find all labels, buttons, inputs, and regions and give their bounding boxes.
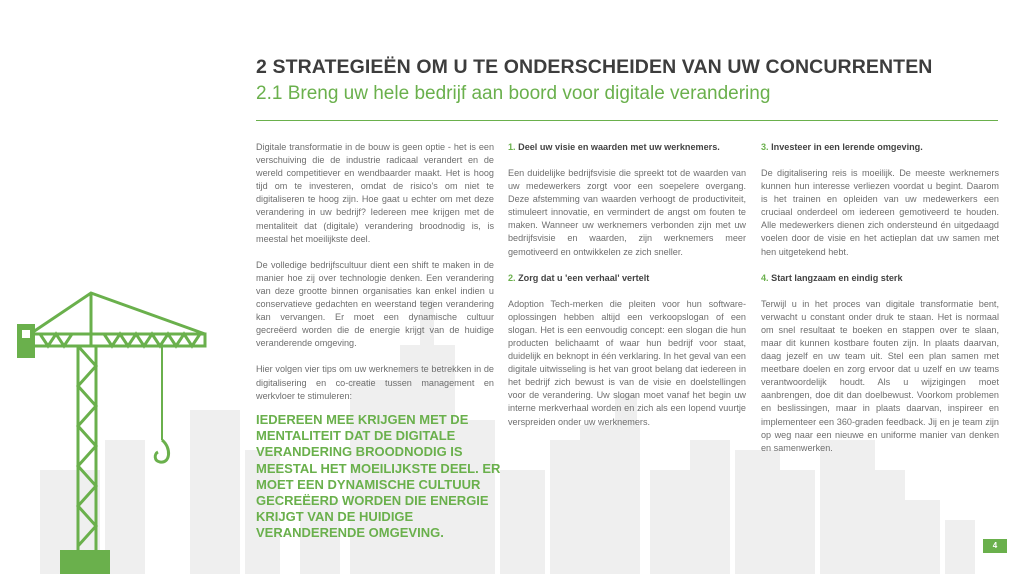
intro-paragraph-1: Digitale transformatie in de bouw is geen optie - het is een verschuiving die de industrie radicaal verandert en de wereld competitiever en wendbaarder maakt. Het is hoog tijd om te investeren, omdat de risico's om niet te digitaliseren te hoog zijn. Hoe gaat u echter om met deze verandering in uw bedrijf? Iedereen mee krijgen met de mentaliteit dat (digitale) verandering broodnodig is, is meestal het moeilijkste deel. bbox=[256, 142, 494, 244]
section-subtitle: 2.1 Breng uw hele bedrijf aan boord voor digitale verandering bbox=[256, 83, 771, 104]
tip-1-body: Een duidelijke bedrijfsvisie die spreekt tot de waarden van uw medewerkers zorgt voor een soepelere overgang. Deze afstemming van waarden verhoogt de productiviteit, stimuleert innovatie, en vermindert de angst om fouten te maken. Wanneer uw werknemers verbonden zijn met uw bedrijfsvisie en waarden, zijn werknemers meer gemotiveerd en ontwikkelen ze zich sneller. bbox=[508, 168, 746, 257]
tip-3-title: Investeer in een lerende omgeving. bbox=[771, 142, 923, 152]
intro-column bbox=[256, 141, 494, 416]
tip-4-title: Start langzaam en eindig sterk bbox=[771, 272, 903, 283]
tips-column-left bbox=[508, 141, 746, 442]
tip-4-body: Terwijl u in het proces van digitale transformatie bent, verwacht u constant onder druk te staan. Het is normaal om snel resultaat te boeken en stappen over te slaan, maar dit kunnen kostbare fouten zijn. In plaats daarvan, daag jezelf en uw team uit. Stel een plan samen met meetbare doelen en zorg ervoor dat u uzelf en uw teams verantwoordelijk houdt. Als u wijzigingen moet aanbrengen, doe dit dan doelbewust. Voorkom problemen en beslissingen, maar in plaats daarvan, inspireer en implementeer een 360-graden feedback. Jij en je team zijn op weg naar een nieuwe en uniforme manier van denken en samenwerken. bbox=[761, 298, 999, 453]
tip-3-body: De digitalisering reis is moeilijk. De meeste werknemers kunnen hun interesse verliezen voordat u begint. Daarom is het trainen en opleiden van uw medewerkers een cruciaal onderdeel om iedereen gemotiveerd te houden. Alle medewerkers dienen zich ondersteund én uitgedaagd voelen door de visie en het actieplan dat uw samen met hen uitgetekend hebt. bbox=[761, 168, 999, 257]
page-number: 4 bbox=[983, 539, 1007, 553]
tip-2-title: Zorg dat u 'een verhaal' vertelt bbox=[518, 272, 650, 283]
tips-column-right bbox=[761, 141, 999, 468]
page-title: 2 STRATEGIEËN OM U TE ONDERSCHEIDEN VAN UW CONCURRENTEN bbox=[256, 56, 933, 78]
tip-4-heading bbox=[761, 272, 999, 285]
tip-4-number: 4. bbox=[761, 272, 769, 283]
crane-icon bbox=[0, 0, 260, 574]
tip-3-heading bbox=[761, 141, 999, 154]
tip-1-number: 1. bbox=[508, 142, 516, 152]
header-divider bbox=[256, 120, 998, 121]
pull-quote: IEDEREEN MEE KRIJGEN MET DE MENTALITEIT DAT DE DIGITALE VERANDERING BROODNODIG IS MEESTAL HET MOEILIJKSTE DEEL. ER MOET EEN DYNAMISCHE CULTUUR GECREËERD WORDEN DIE ENERGIE KRIJGT VAN DE HUIDIGE VERANDERENDE OMGEVING. bbox=[256, 412, 501, 541]
tip-3-number: 3. bbox=[761, 142, 769, 152]
tip-2-number: 2. bbox=[508, 272, 516, 283]
tip-2-heading bbox=[508, 272, 746, 285]
tip-1-heading bbox=[508, 141, 746, 154]
intro-paragraph-2: De volledige bedrijfscultuur dient een shift te maken in de manier hoe zij over technologie denken. Een verandering van deze grootte binnen organisaties kan enkel indien u conservatieve gedachten en weerstand tegen verandering kan vervangen. Er moet een dynamische cultuur gecreëerd worden die de energie krijgt van de huidige veranderende omgeving. bbox=[256, 259, 494, 349]
tip-1-title: Deel uw visie en waarden met uw werknemers. bbox=[518, 142, 720, 152]
tip-2-body: Adoption Tech-merken die pleiten voor hun software-oplossingen hebben altijd een verkoopslogan of een slogan. Het is een eenvoudig concept: een slogan die hun producten belichaamt of waar hun bedrijf voor staat, duidelijk en beknopt in één verklaring. In het geval van een digitale uitwisseling is het van groot belang dat iedereen in het bedrijf zich bewust is van de visie en doelstellingen voor de verandering. Uw slogan moet vanaf het begin uw interne merkverhaal worden en zich als een lopend vuurtje verspreiden onder uw werknemers. bbox=[508, 298, 746, 427]
intro-paragraph-3: Hier volgen vier tips om uw werknemers te betrekken in de digitalisering en co-creatie tussen management en werkvloer te stimuleren: bbox=[256, 364, 494, 401]
